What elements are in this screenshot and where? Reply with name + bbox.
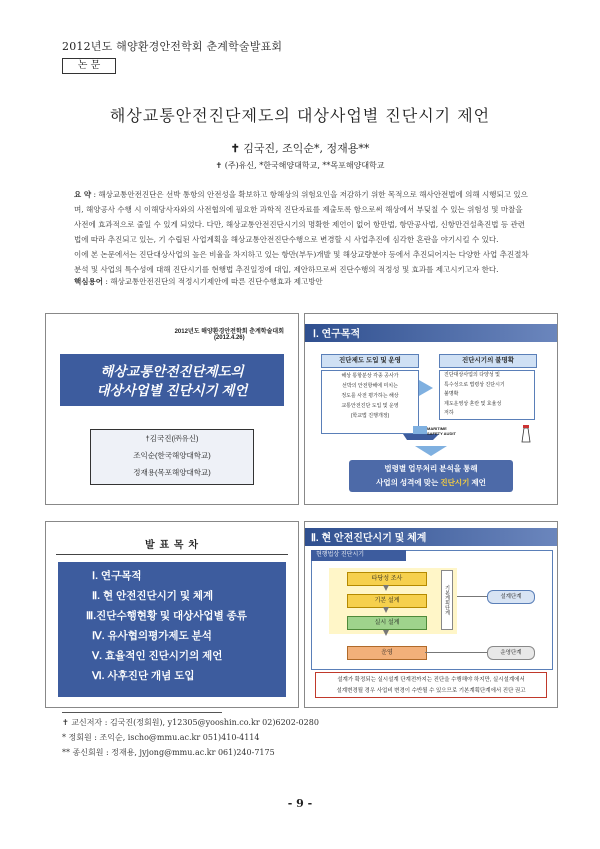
contents-item-1: Ⅰ. 연구목적 [92, 570, 142, 582]
contents-item-4: Ⅳ. 유사협의평가제도 분석 [92, 630, 212, 642]
abstract-para2: 이에 본 논문에서는 진단대상사업의 높은 비율을 차지하고 있는 항만(부두)개발 및 해상교량분야 등에서 추진되어지는 다양한 사업 추진절차 분석 및 사업의 특수성에 대해 진단시기를 현행법 추진일정에 대입, 제안하므로써 진단수행의 적정성 및 효과를 제고시키고자 한다. [74, 250, 529, 274]
slide1-title-line2: 대상사업별 진단시기 제언 [96, 383, 248, 398]
slide2-left-item-3: 정도를 사전 평가하는 해상 [341, 393, 399, 399]
slide2-left-item-5: (학교법 진행개정) [350, 413, 390, 419]
abstract [74, 187, 532, 277]
slide2-right-item-5: 저하 [444, 410, 454, 416]
author-names: 김국진, 조익순*, 정재용** [243, 142, 370, 155]
contents-item-5: Ⅴ. 효율적인 진단시기의 제언 [92, 650, 223, 662]
stage-design: 설계단계 [487, 590, 535, 604]
slide1-author-2: 조익순(한국해양대학교) [133, 451, 211, 460]
arrow-right-icon [419, 380, 433, 396]
step-operation: 운영 [347, 646, 427, 660]
slide1-date: (2012.4.26) [213, 335, 245, 341]
slide1-author-3: 정재용(목포해양대학교) [133, 468, 211, 477]
contents-item-6: Ⅵ. 사후진단 개념 도입 [92, 670, 195, 682]
contents-item-2: Ⅱ. 현 안전진단시기 및 체계 [92, 590, 214, 602]
page-number: - 9 - [287, 797, 313, 810]
slide2-bottom-line2 [349, 476, 513, 490]
slide4-note-line2: 설계변경될 경우 사업비 변경이 수반될 수 있으므로 기본계획단계에서 진단 권고 [336, 688, 526, 694]
keywords-text: : 해상교통안전진단의 적정시기제안에 따른 진단수행효과 제고방안 [105, 277, 323, 286]
slide1-authors-box [90, 429, 254, 485]
slide2-left-item-1: 해상 통항분상 각종 공사가 [341, 373, 399, 379]
slide-title [45, 313, 299, 505]
slide2-left-item-4: 교통안전진단 도입 및 운영 [341, 403, 399, 409]
slide3-contents-list [58, 562, 286, 697]
affiliation: ✝ (주)유신, *한국해양대학교, **목포해양대학교 [215, 161, 385, 170]
slide2-right-item-1: 진단대상사업의 다양성 및 [444, 372, 500, 378]
logo-text: MARITIME SAFETY AUDIT [427, 426, 456, 436]
slide-current-system [304, 521, 558, 708]
arrow-down-icon [415, 446, 447, 456]
author-marker: ✝ [230, 142, 240, 155]
slide4-side-label: 기본계획단계 [441, 570, 453, 630]
slide2-bottom-post: 제언 [469, 478, 486, 487]
slide1-title-banner [60, 354, 284, 406]
slide2-bottom-em: 진단시기 [440, 478, 470, 487]
keywords [74, 276, 532, 287]
keywords-label: 핵심용어 [74, 277, 103, 286]
slide2-left-item-2: 선박의 안전항해에 미치는 [342, 383, 398, 389]
slide2-right-item-2: 특수성으로 법령상 진단시기 [444, 381, 505, 388]
slide1-author-1: †김국진(㈜유신) [145, 434, 199, 443]
arrow-down-icon [383, 630, 389, 636]
abstract-text1: : 해상교통안전진단은 선박 통항의 안전성을 확보하고 항해상의 위험요인을 저감하기 위한 목적으로 해사안전법에 의해 시행되고 있으며, 해양공사 수행 시 이해당사자와의 사전협의에 필요한 과학적 진단자료를 제출토록 함으로써 해상에서 부딪칠 수 있는 위험성 및 마찰을 사전에 효과적으로 줄일 수 있게 되었다. 다만, 해상교통안전진단시기의 명확한 제언이 없어 항만법, 항만공사법, 신항만건설촉진법 등 관련법에 따라 추진되고 있는, 기 수립된 사업계획을 해상교통안전진단수행으로 변경할 시 사업추진에 심각한 혼란을 야기시킬 수 있다. [74, 190, 528, 244]
stage-operation: 운영단계 [487, 646, 535, 660]
slide2-left-box-title: 진단제도 도입 및 운영 [321, 354, 419, 368]
conference-header: 2012년도 해양환경안전학회 춘계학술발표회 [62, 40, 283, 53]
paper-badge: 논 문 [62, 58, 116, 74]
footnote-3: ** 종신회원 : 정재용, jyjong@mmu.ac.kr 061)240-7175 [62, 748, 275, 757]
slide2-right-box-title: 진단시기의 불명확 [439, 354, 537, 368]
slide3-heading: 발 표 목 차 [145, 540, 199, 551]
slide4-heading-bar [305, 528, 557, 546]
connector-line [457, 596, 487, 597]
slide1-title-line1: 해상교통안전진단제도의 [100, 364, 244, 379]
step-feasibility: 타당성 조사 [347, 572, 427, 586]
footnote-divider [62, 712, 222, 713]
slide3-divider [56, 554, 288, 555]
footnote-1: ✝ 교신저자 : 김국진(정회원), y12305@yooshin.co.kr 02)6202-0280 [62, 718, 319, 727]
slide2-bottom-line1: 법령별 업무처리 분석을 통해 [384, 464, 478, 473]
arrow-down-icon [383, 585, 389, 591]
contents-item-3: Ⅲ.진단수행현황 및 대상사업별 종류 [86, 610, 247, 622]
slide2-bottom-pre: 사업의 성격에 맞는 [376, 478, 441, 487]
connector-line [425, 652, 487, 653]
step-detailed-design: 실시 설계 [347, 616, 427, 630]
lighthouse-icon [519, 424, 533, 444]
abstract-label: 요 약 [74, 190, 92, 199]
slide2-right-item-3: 불명확 [444, 391, 459, 397]
paper-title: 해상교통안전진단제도의 대상사업별 진단시기 제언 [109, 106, 491, 125]
step-basic-design: 기본 설계 [347, 594, 427, 608]
slide1-conf-text: 2012년도 해양환경안전학회 춘계학술대회 [174, 329, 284, 335]
slide-contents [45, 521, 299, 708]
slide2-conclusion-box [349, 460, 513, 492]
maritime-safety-logo [399, 420, 457, 442]
slide-research-purpose [304, 313, 558, 505]
footnote-2: * 정회원 : 조익순, ischo@mmu.ac.kr 051)410-4114 [62, 733, 260, 742]
arrow-down-icon [383, 607, 389, 613]
abstract-para1 [74, 187, 532, 247]
slide2-heading: Ⅰ. 연구목적 [313, 329, 361, 340]
slide4-note-line1: 설계가 확정되는 실시설계 단계전까지는 진단을 수행해야 하지만, 실시설계에서 [337, 677, 525, 683]
slide4-heading: Ⅱ. 현 안전진단시기 및 체계 [311, 533, 427, 544]
slide4-tab: 현행법상 진단시기 [311, 550, 406, 561]
slide2-right-box [439, 370, 535, 420]
slide2-right-item-4: 제도운영상 혼란 및 효율성 [444, 400, 502, 407]
slide4-note [315, 672, 547, 698]
slide1-conference [175, 326, 284, 341]
slide2-heading-bar [305, 324, 557, 342]
author-line [0, 140, 600, 156]
